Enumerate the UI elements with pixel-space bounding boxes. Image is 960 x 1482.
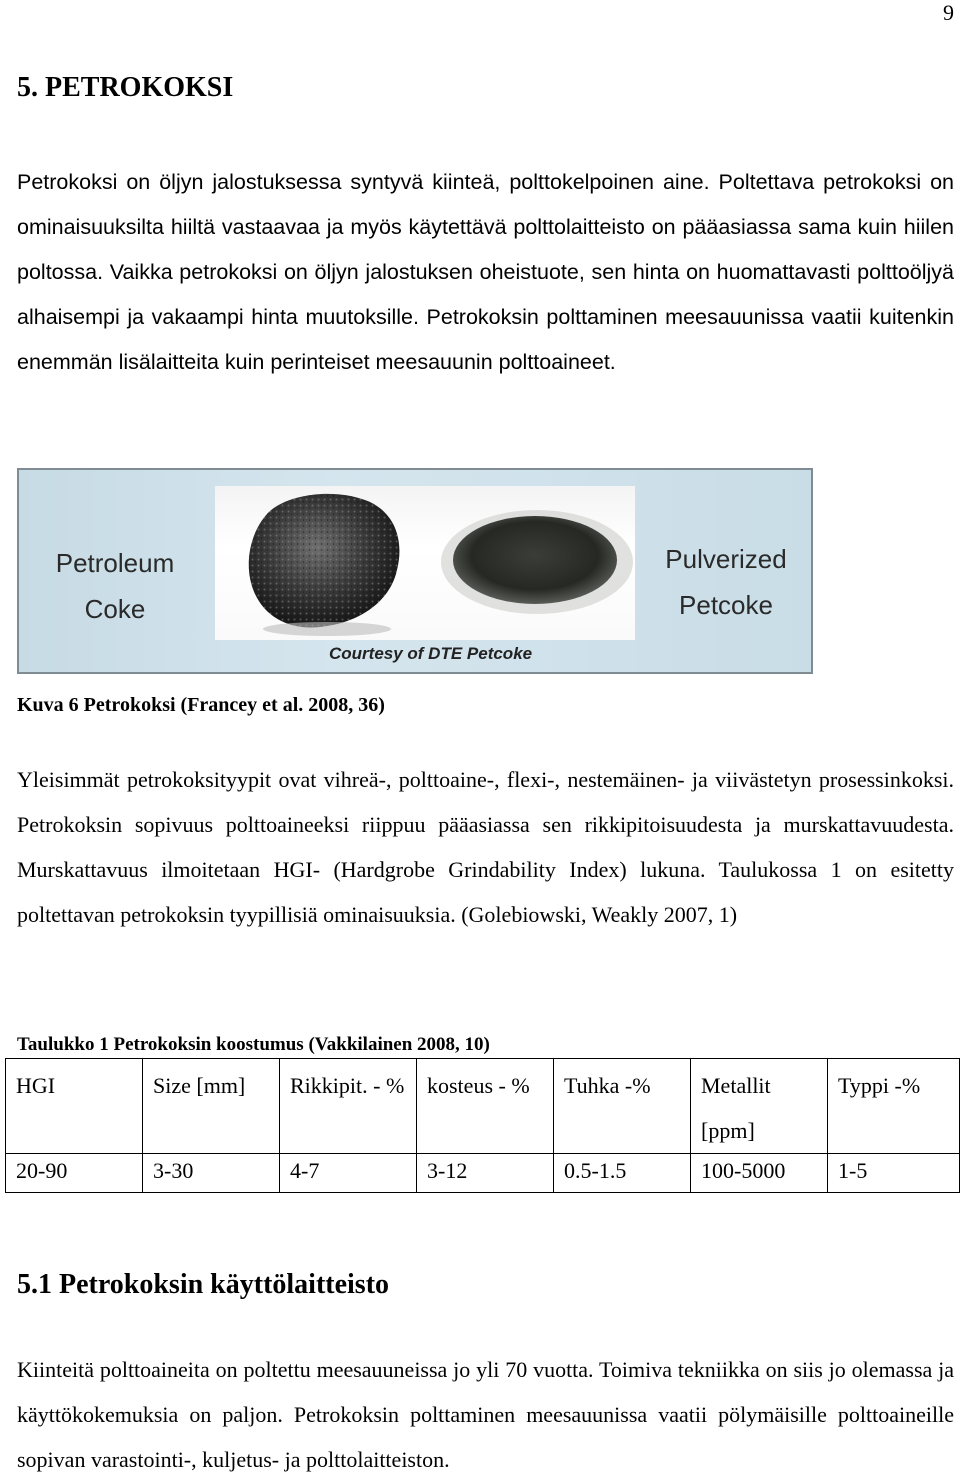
table-cell: 1-5	[828, 1154, 960, 1193]
table-header-cell: Rikkipit. - %	[280, 1059, 417, 1154]
figure-right-label	[641, 536, 811, 628]
table-header-cell: HGI	[6, 1059, 143, 1154]
table-header-cell: Metallit [ppm]	[691, 1059, 828, 1154]
table-header-cell: kosteus - %	[417, 1059, 554, 1154]
table-header-cell: Tuhka -%	[554, 1059, 691, 1154]
page-number: 9	[943, 0, 954, 25]
petcoke-photo	[215, 486, 635, 640]
figure-right-label-line1: Pulverized	[665, 544, 787, 574]
table-cell: 100-5000	[691, 1154, 828, 1193]
petcoke-photo-graphic	[215, 486, 635, 640]
subsection-paragraph: Kiinteitä polttoaineita on poltettu meesauuneissa jo yli 70 vuotta. Toimiva tekniikka on siis jo olemassa ja käyttökokemuksia on paljon. Petrokoksin polttaminen meesauunissa vaatii pölymäisille polttoaineille sopivan varastointi-, kuljetus- ja polttolaitteiston.	[17, 1357, 954, 1472]
figure-right-label-line2: Petcoke	[679, 590, 773, 620]
table-cell: 3-30	[143, 1154, 280, 1193]
section-heading: 5. PETROKOKSI	[17, 72, 234, 103]
intro-paragraph: Petrokoksi on öljyn jalostuksessa syntyvä kiinteä, polttokelpoinen aine. Poltettava petrokoksi on ominaisuuksilta hiiltä vastaavaa ja myös käytettävä polttolaitteisto on pääasiassa sama kuin hiilen poltossa. Vaikka petrokoksi on öljyn jalostuksen oheistuote, sen hinta on huomattavasti polttoöljyä alhaisempi ja vakaampi hinta muutoksille. Petrokoksin polttaminen meesauunissa vaatii kuitenkin enemmän lisälaitteita kuin perinteiset meesauunin polttoaineet.	[17, 170, 954, 374]
table-cell: 20-90	[6, 1154, 143, 1193]
subsection-heading: 5.1 Petrokoksin käyttölaitteisto	[17, 1269, 390, 1300]
figure-left-label-line1: Petroleum	[55, 548, 175, 578]
table-header-cell: Typpi -%	[828, 1059, 960, 1154]
figure-caption: Kuva 6 Petrokoksi (Francey et al. 2008, 36)	[17, 694, 385, 716]
petcoke-figure	[17, 468, 813, 674]
table-cell: 4-7	[280, 1154, 417, 1193]
table-title: Taulukko 1 Petrokoksin koostumus (Vakkilainen 2008, 10)	[17, 1034, 490, 1055]
figure-credit: Courtesy of DTE Petcoke	[329, 644, 533, 663]
table-cell: 0.5-1.5	[554, 1154, 691, 1193]
composition-table	[5, 1058, 960, 1193]
table-header-row	[6, 1059, 960, 1154]
body-paragraph: Yleisimmät petrokoksityypit ovat vihreä-, polttoaine-, flexi-, nestemäinen- ja viivästetyn prosessinkoksi. Petrokoksin sopivuus polttoaineeksi riippuu pääasiassa sen rikkipitoisuudesta ja murskattavuudesta. Murskattavuus ilmoitetaan HGI- (Hardgrobe Grindability Index) lukuna. Taulukossa 1 on esitetty poltettavan petrokoksin tyypillisiä ominaisuuksia. (Golebiowski, Weakly 2007, 1)	[17, 767, 954, 927]
table-row	[6, 1154, 960, 1193]
table-header-cell: Size [mm]	[143, 1059, 280, 1154]
figure-left-label-line2: Coke	[84, 594, 146, 624]
table-cell: 3-12	[417, 1154, 554, 1193]
figure-left-label	[35, 540, 195, 632]
